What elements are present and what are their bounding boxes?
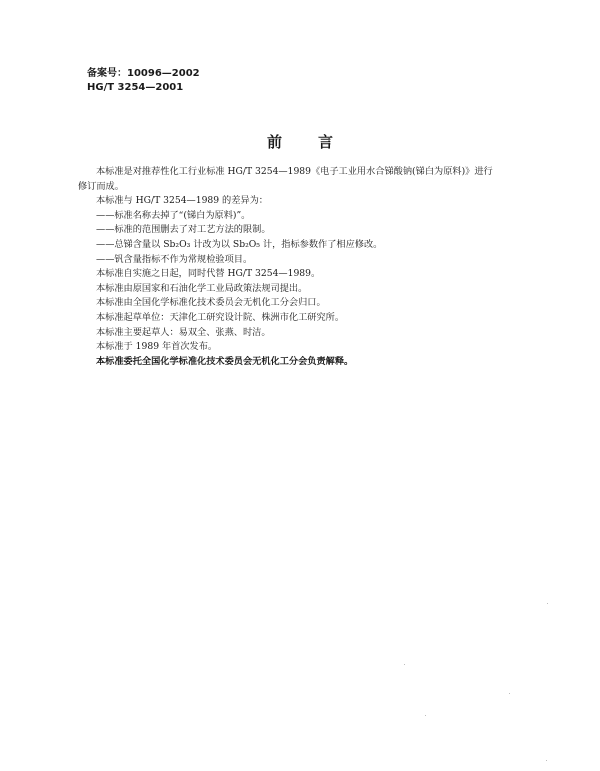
scan-speck bbox=[509, 693, 510, 694]
standard-number: HG/T 3254—2001 bbox=[87, 82, 184, 93]
list-item-name-change: ——标准名称去掉了“(锑白为原料)”。 bbox=[96, 209, 251, 221]
scan-speck bbox=[425, 715, 426, 716]
paragraph-intro: 本标准是对推荐性化工行业标准 HG/T 3254—1989《电子工业用水合锑酸钠(锑白为原料)》进行 bbox=[96, 166, 493, 177]
scan-speck bbox=[404, 664, 405, 665]
scan-speck bbox=[547, 603, 548, 604]
foreword-body bbox=[78, 165, 586, 369]
paragraph-centralized-by: 本标准由全国化学标准化技术委员会无机化工分会归口。 bbox=[96, 297, 326, 309]
paragraph-intro-cont: 修订而成。 bbox=[78, 180, 124, 192]
paragraph-interpretation: 本标准委托全国化学标准化技术委员会无机化工分会负责解释。 bbox=[96, 355, 354, 367]
list-item-vanadium-change: ——钒含量指标不作为常规检验项目。 bbox=[96, 253, 253, 265]
scan-speck bbox=[546, 760, 547, 761]
paragraph-replaces: 本标准自实施之日起，同时代替 HG/T 3254—1989。 bbox=[96, 268, 321, 280]
paragraph-drafting-units: 本标准起草单位：天津化工研究设计院、株洲市化工研究所。 bbox=[96, 311, 345, 323]
paragraph-first-issued: 本标准于 1989 年首次发布。 bbox=[96, 341, 218, 353]
list-item-antimony-change: ——总锑含量以 Sb₂O₃ 计改为以 Sb₂O₅ 计，指标参数作了相应修改。 bbox=[96, 238, 383, 250]
document-header bbox=[87, 67, 200, 95]
page-title: 前言 bbox=[266, 133, 369, 151]
paragraph-drafters: 本标准主要起草人：易双全、张燕、时洁。 bbox=[96, 326, 271, 338]
list-item-scope-change: ——标准的范围删去了对工艺方法的限制。 bbox=[96, 224, 271, 236]
record-number: 备案号：10096—2002 bbox=[87, 68, 200, 79]
paragraph-differences: 本标准与 HG/T 3254—1989 的差异为： bbox=[96, 195, 268, 207]
paragraph-proposed-by: 本标准由原国家和石油化学工业局政策法规司提出。 bbox=[96, 282, 308, 294]
